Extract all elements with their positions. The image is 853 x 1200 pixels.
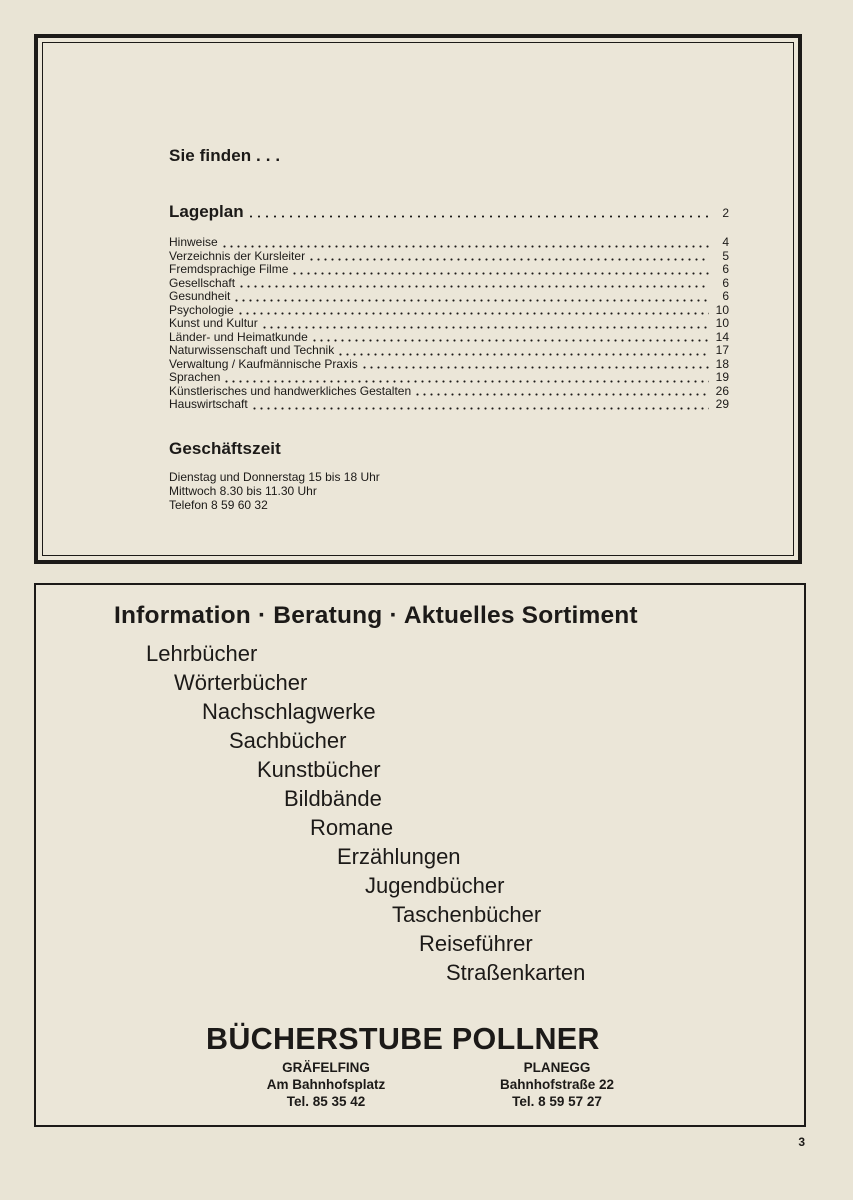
location-planegg (482, 1059, 632, 1110)
toc-leader-dots (247, 215, 709, 218)
toc-entry-page: 5 (722, 248, 729, 263)
toc-entry-page: 26 (715, 383, 729, 398)
toc-entry (169, 290, 729, 304)
location-town: PLANEGG (523, 1060, 591, 1075)
hours-line: Dienstag und Donnerstag 15 bis 18 Uhr (169, 470, 380, 484)
location-town: GRÄFELFING (282, 1060, 370, 1075)
ad-item: Erzählungen (337, 844, 461, 869)
toc-main-label: Lageplan (169, 202, 244, 221)
toc-leader-dots (237, 312, 709, 315)
toc-entry-label: Gesellschaft (169, 275, 236, 290)
toc-entry-label: Hauswirtschaft (169, 397, 248, 411)
toc-entry-label: Verwaltung / Kaufmännische Praxis (169, 356, 358, 371)
toc-entry-page: 4 (722, 235, 729, 249)
toc-entry-label: Künstlerisches und handwerkliches Gestalten (169, 383, 412, 398)
toc-entry-label: Verzeichnis der Kursleiter (169, 248, 306, 263)
toc-leader-dots (291, 272, 709, 275)
toc-leader-dots (311, 339, 709, 342)
toc-entry-page: 18 (715, 356, 729, 371)
toc-entry (169, 398, 729, 412)
ad-item: Reiseführer (419, 931, 533, 956)
toc-entry-page: 29 (715, 397, 729, 411)
toc-main-page: 2 (722, 206, 729, 220)
toc-leader-dots (337, 353, 709, 356)
toc-entry-page: 6 (722, 289, 729, 303)
store-name: BÜCHERSTUBE POLLNER (206, 1022, 600, 1056)
toc-leader-dots (251, 407, 709, 410)
ad-item: Romane (310, 815, 394, 840)
ad-item: Sachbücher (229, 728, 347, 753)
hours-title: Geschäftszeit (169, 439, 281, 458)
toc-entry (169, 371, 729, 385)
toc-entry (169, 344, 729, 358)
toc-entry (169, 236, 729, 250)
toc-entry-label: Sprachen (169, 370, 221, 384)
hours-line: Mittwoch 8.30 bis 11.30 Uhr (169, 484, 317, 498)
toc-entry-label: Länder- und Heimatkunde (169, 329, 308, 344)
toc-entry-label: Fremdsprachige Filme (169, 262, 289, 276)
ad-item: Bildbände (284, 786, 382, 811)
ad-item: Jugendbücher (365, 873, 505, 898)
ad-item: Wörterbücher (174, 670, 308, 695)
toc-leader-dots (221, 245, 709, 248)
toc-entry-page: 10 (715, 316, 729, 330)
toc-entry-label: Psychologie (169, 302, 234, 317)
toc-entry (169, 385, 729, 399)
toc-entry-label: Kunst und Kultur (169, 316, 258, 330)
toc-entry-label: Naturwissenschaft und Technik (169, 343, 335, 357)
toc-leader-dots (361, 366, 709, 369)
ad-item: Nachschlagwerke (202, 699, 376, 724)
business-hours (169, 470, 380, 512)
location-street: Am Bahnhofsplatz (266, 1077, 386, 1092)
toc-entry (169, 304, 729, 318)
ad-item: Kunstbücher (257, 757, 381, 782)
toc-entry (169, 317, 729, 331)
toc-entry-page: 6 (722, 275, 729, 290)
ad-item: Lehrbücher (146, 641, 258, 666)
ad-item: Taschenbücher (392, 902, 542, 927)
toc-entry (169, 331, 729, 345)
toc-entry (169, 263, 729, 277)
location-phone: Tel. 85 35 42 (286, 1094, 366, 1109)
page-number: 3 (798, 1135, 805, 1149)
toc-entry-label: Gesundheit (169, 289, 231, 303)
toc-leader-dots (238, 285, 709, 288)
toc-entry-page: 6 (722, 262, 729, 276)
location-phone: Tel. 8 59 57 27 (512, 1094, 602, 1109)
ad-item: Straßenkarten (446, 960, 586, 985)
toc-leader-dots (233, 299, 709, 302)
ad-headline: Information · Beratung · Aktuelles Sortiment (114, 602, 638, 629)
toc-entry-page: 14 (715, 329, 729, 344)
toc-leader-dots (414, 393, 709, 396)
toc-entry (169, 277, 729, 291)
toc-entry-page: 19 (715, 370, 729, 384)
location-graefelfing (251, 1059, 401, 1110)
phone-line: Telefon 8 59 60 32 (169, 498, 268, 512)
toc-entry-label: Hinweise (169, 235, 218, 249)
toc-entry-page: 17 (715, 343, 729, 357)
location-street: Bahnhofstraße 22 (499, 1077, 615, 1092)
toc-entry (169, 358, 729, 372)
toc-leader-dots (308, 258, 709, 261)
toc-leader-dots (261, 326, 709, 329)
toc-entry (169, 250, 729, 264)
toc-list (169, 236, 729, 412)
toc-main-entry (169, 202, 729, 222)
table-of-contents-box (34, 34, 802, 564)
bookshop-advertisement (34, 583, 806, 1127)
toc-entry-page: 10 (715, 302, 729, 317)
toc-leader-dots (223, 380, 709, 383)
toc-title: Sie finden . . . (169, 146, 281, 165)
